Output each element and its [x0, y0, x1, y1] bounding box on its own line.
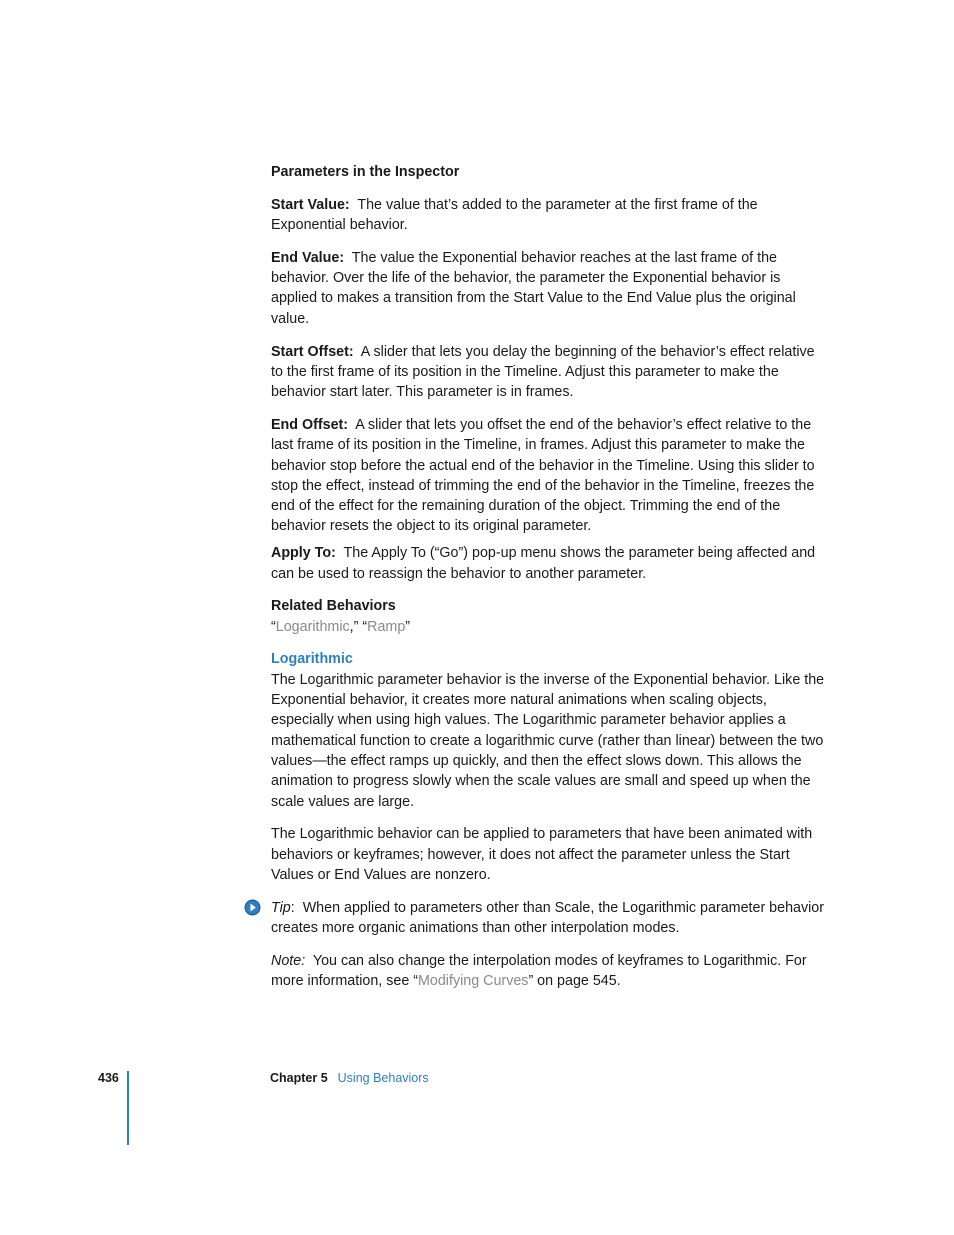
tip-colon: :	[290, 899, 295, 916]
tip-arrow-icon	[244, 899, 261, 916]
end-value-entry	[271, 248, 827, 329]
logarithmic-para-2: The Logarithmic behavior can be applied to parameters that have been animated with behaviors or keyframes; however, it does not affect the parameter unless the Start Values or End Values are nonzero.	[271, 826, 813, 883]
inspector-heading: Parameters in the Inspector	[271, 164, 460, 180]
page-number: 436	[98, 1071, 119, 1085]
related-separator: ,” “	[349, 618, 368, 635]
end-offset-term: End Offset:	[271, 416, 349, 433]
tip-text: When applied to parameters other than Scale, the Logarithmic parameter behavior creates more organic animations than other interpolation modes.	[271, 899, 825, 936]
note-link-modifying-curves[interactable]: Modifying Curves	[418, 973, 529, 990]
start-value-entry	[271, 195, 827, 236]
end-value-text: The value the Exponential behavior reaches at the last frame of the behavior. Over the life of the behavior, the parameter the Exponential behavior is applied to makes a transition from the Start Value to the End Value plus the original value.	[271, 249, 796, 327]
logarithmic-para-1: The Logarithmic parameter behavior is the inverse of the Exponential behavior. Like the Exponential behavior, it creates more natural animations when scaling objects, especially when using high values. The Logarithmic parameter behavior applies a mathematical function to create a logarithmic curve (rather than linear) between the two values—the effect ramps up quickly, and then the effect slows down. This allows the animation to progress slowly when the scale values are small and speed up when the scale values are large.	[271, 671, 825, 810]
footer-chapter-title[interactable]: Using Behaviors	[337, 1071, 429, 1085]
footer-chapter-label	[270, 1071, 429, 1085]
note-text-after: ” on page 545.	[528, 973, 621, 990]
tip-paragraph	[271, 898, 827, 939]
end-offset-entry	[271, 415, 827, 537]
end-offset-text: A slider that lets you offset the end of the behavior’s effect relative to the last frame of its position in the Timeline, in frames. Adjust this parameter to make the behavior stop before the actual end of the behavior in the Timeline. Using this slider to stop the effect, instead of trimming the end of the behavior in the Timeline, freezes the end of the effect for the remaining duration of the object. Trimming the end of the behavior resets the object to its original parameter.	[271, 416, 815, 535]
footer-chapter: Chapter 5	[270, 1071, 328, 1085]
start-value-text: The value that’s added to the parameter at the first frame of the Exponential behavior.	[271, 196, 758, 234]
related-quote-open: “	[271, 618, 276, 635]
apply-to-term: Apply To:	[271, 545, 336, 562]
note-label: Note:	[271, 952, 306, 969]
logarithmic-heading: Logarithmic	[271, 651, 353, 668]
related-links	[271, 617, 827, 637]
start-value-term: Start Value:	[271, 196, 350, 213]
start-offset-entry	[271, 342, 827, 403]
apply-to-entry	[271, 543, 827, 584]
related-link-logarithmic[interactable]: Logarithmic	[275, 618, 350, 635]
note-paragraph	[271, 951, 827, 992]
end-value-term: End Value:	[271, 249, 345, 266]
related-quote-close: ”	[405, 618, 411, 635]
apply-to-text: The Apply To (“Go”) pop-up menu shows the parameter being affected and can be used to reassign the behavior to another parameter.	[271, 545, 816, 582]
related-link-ramp[interactable]: Ramp	[367, 618, 406, 635]
tip-label: Tip	[271, 899, 291, 916]
start-offset-text: A slider that lets you delay the beginning of the behavior’s effect relative to the first frame of its position in the Timeline. Adjust this parameter to make the behavior start later. This parameter is in frames.	[271, 343, 815, 401]
page-content	[271, 162, 827, 991]
start-offset-term: Start Offset:	[271, 343, 354, 360]
related-heading: Related Behaviors	[271, 598, 396, 615]
footer-divider	[127, 1071, 129, 1145]
note-text-before: You can also change the interpolation modes of keyframes to Logarithmic. For more information, see “	[271, 952, 807, 990]
